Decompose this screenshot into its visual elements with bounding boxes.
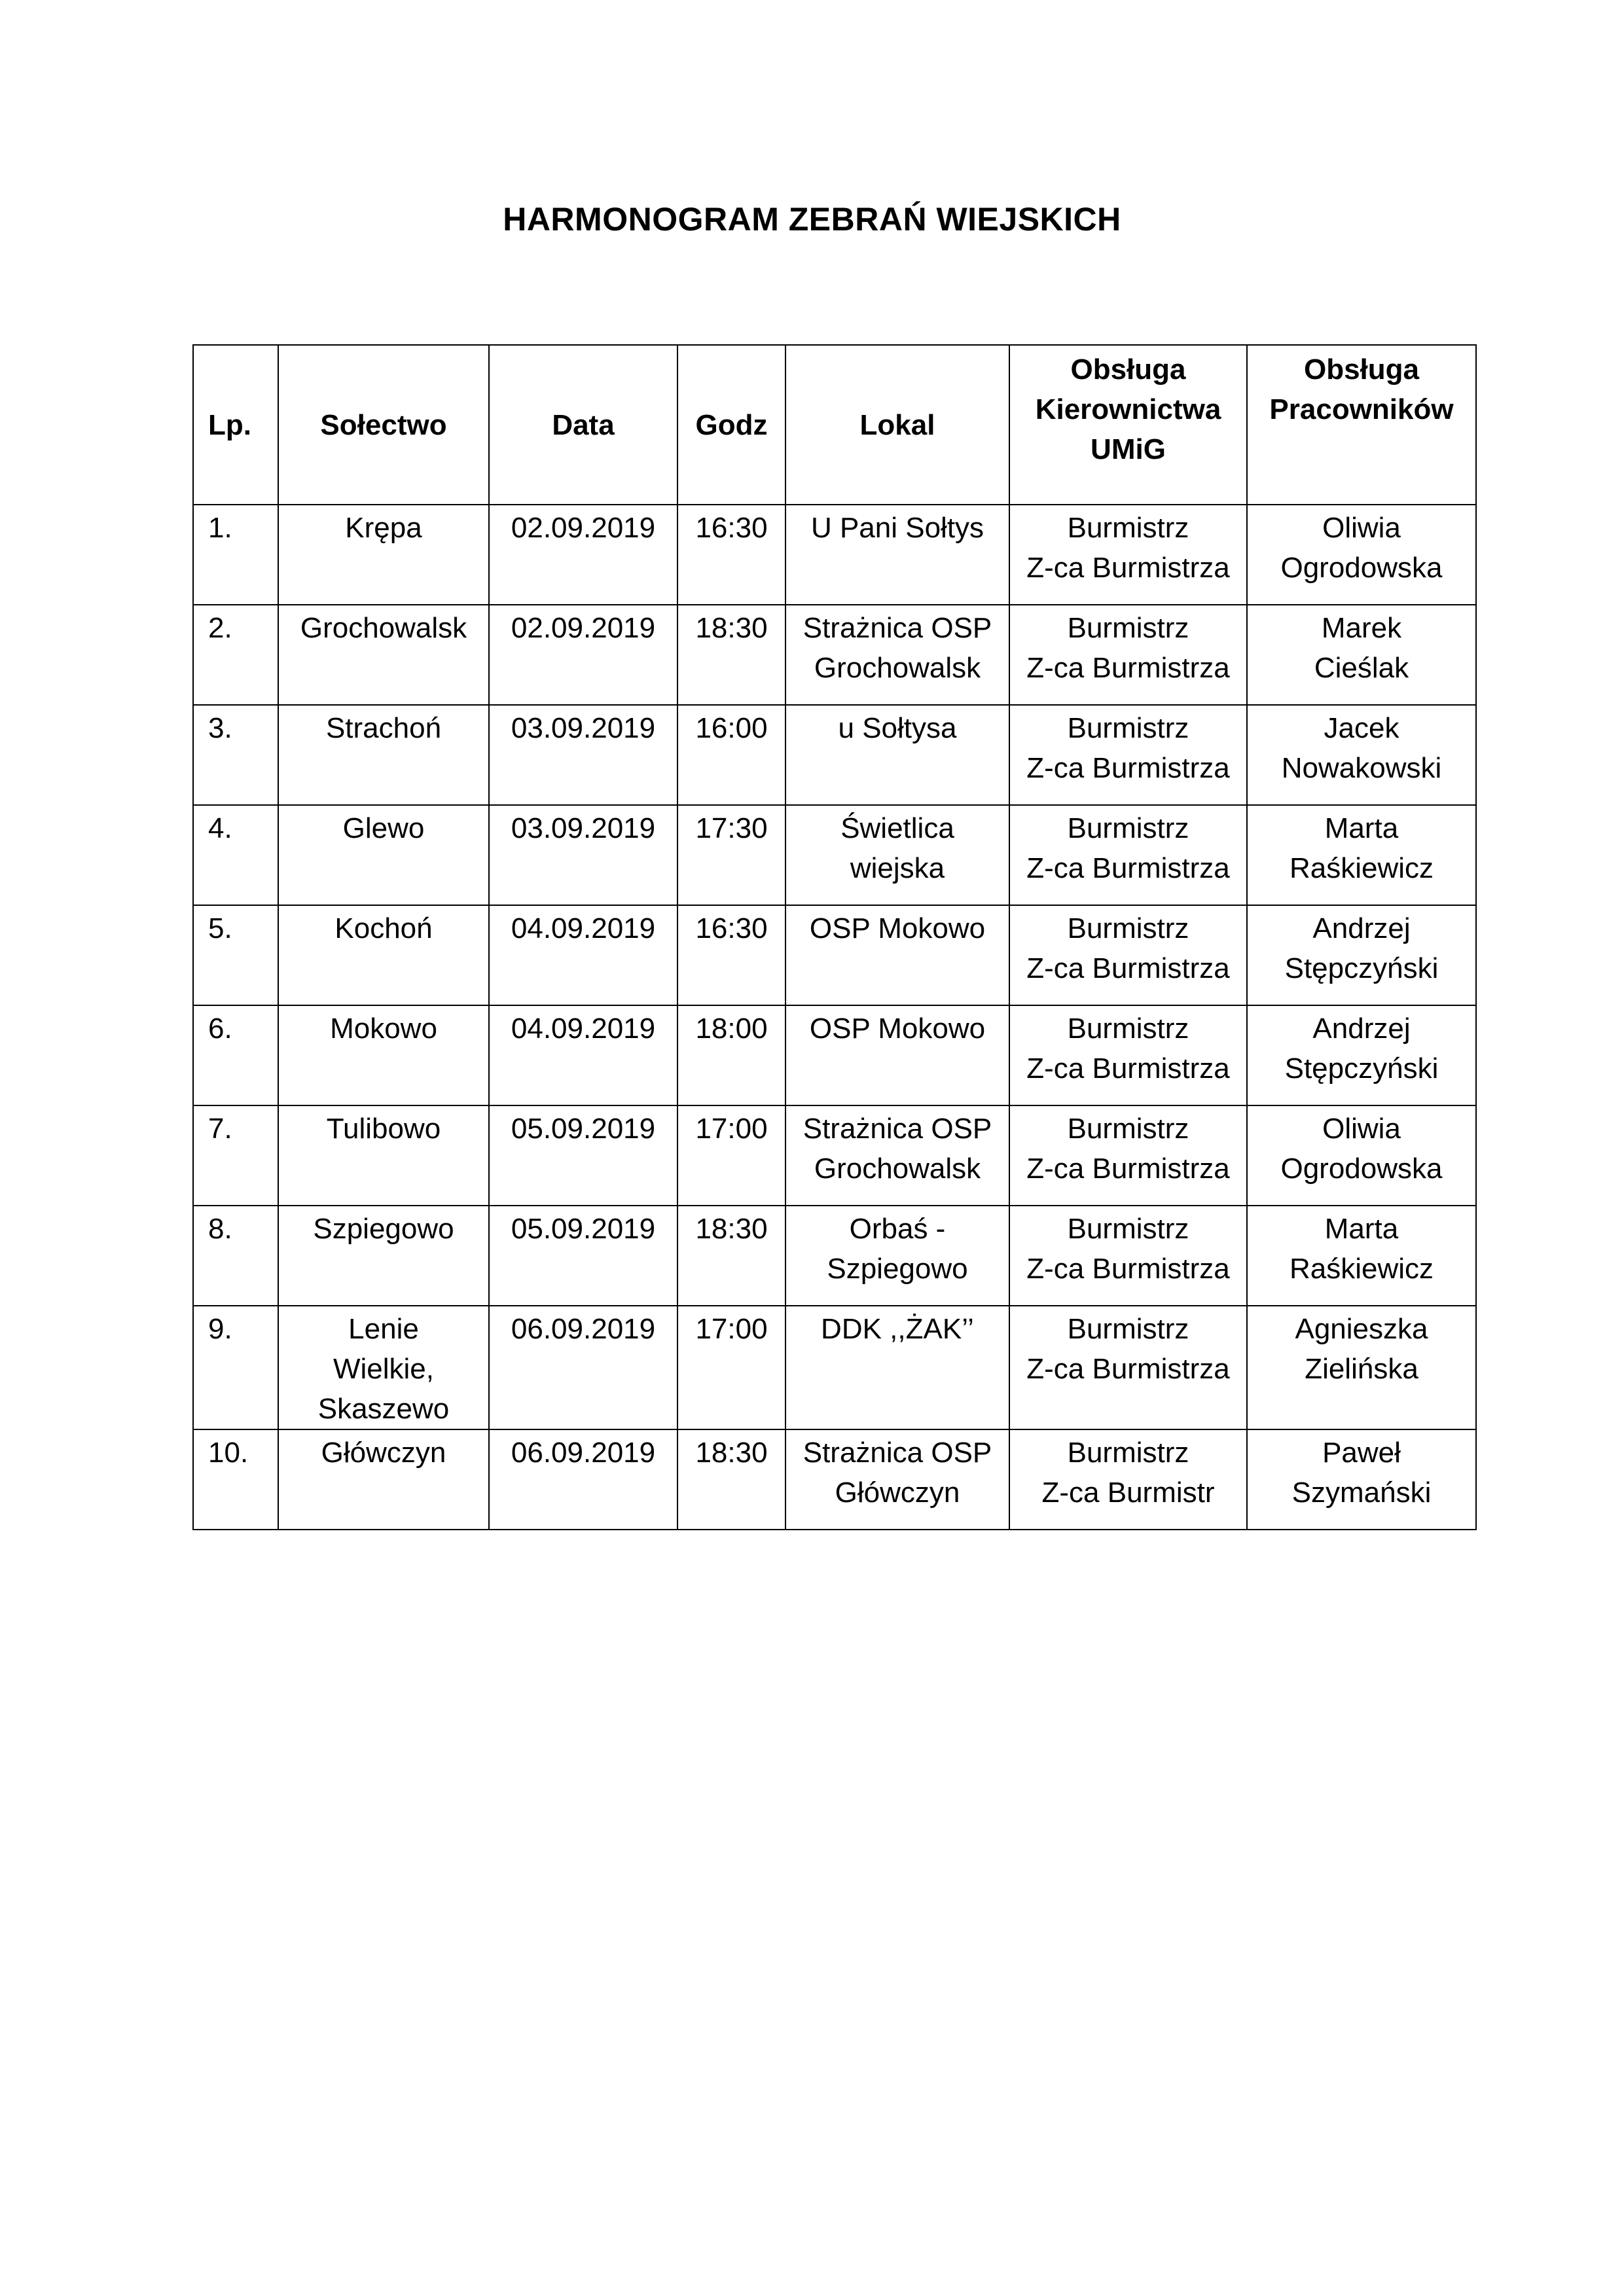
cell-solectwo-line: Strachoń bbox=[325, 712, 442, 744]
cell-pracownicy-line: Andrzej bbox=[1312, 1013, 1411, 1045]
cell-pracownicy-line: Raśkiewicz bbox=[1289, 1253, 1434, 1285]
cell-lokal-line: Orbaś - bbox=[849, 1213, 946, 1245]
cell-pracownicy bbox=[1247, 1105, 1476, 1206]
cell-lokal-line: wiejska bbox=[850, 852, 945, 884]
table-row bbox=[193, 1005, 1476, 1105]
cell-data: 05.09.2019 bbox=[489, 1105, 677, 1206]
cell-kierownictwo-line: Burmistrz bbox=[1067, 712, 1189, 744]
cell-solectwo bbox=[278, 705, 489, 805]
cell-solectwo bbox=[278, 1306, 489, 1429]
cell-godz: 18:30 bbox=[677, 1206, 785, 1306]
cell-kierownictwo-line: Burmistrz bbox=[1067, 1113, 1189, 1145]
header-pracownicy-line: Obsługa bbox=[1303, 353, 1420, 386]
cell-lokal-line: Grochowalsk bbox=[814, 1153, 981, 1185]
cell-godz: 18:00 bbox=[677, 1005, 785, 1105]
cell-pracownicy-line: Raśkiewicz bbox=[1289, 852, 1434, 884]
page-title: HARMONOGRAM ZEBRAŃ WIEJSKICH bbox=[503, 201, 1121, 238]
header-kierownictwo-line: Obsługa bbox=[1070, 353, 1186, 386]
cell-pracownicy-line: Stępczyński bbox=[1284, 1052, 1439, 1085]
cell-pracownicy bbox=[1247, 1306, 1476, 1429]
cell-lokal bbox=[785, 1206, 1009, 1306]
header-kierownictwo bbox=[1009, 345, 1247, 505]
cell-kierownictwo-line: Burmistrz bbox=[1067, 512, 1189, 544]
header-solectwo: Sołectwo bbox=[278, 345, 489, 505]
cell-kierownictwo-line: Burmistrz bbox=[1067, 912, 1189, 944]
cell-solectwo-line: Grochowalsk bbox=[300, 612, 467, 644]
cell-solectwo bbox=[278, 1206, 489, 1306]
table-row bbox=[193, 1429, 1476, 1530]
cell-lokal-line: OSP Mokowo bbox=[809, 912, 986, 944]
cell-lokal bbox=[785, 505, 1009, 605]
cell-pracownicy bbox=[1247, 605, 1476, 705]
table-row bbox=[193, 605, 1476, 705]
cell-solectwo bbox=[278, 1005, 489, 1105]
header-kierownictwo-line: Kierownictwa bbox=[1035, 393, 1221, 425]
schedule-table bbox=[192, 344, 1477, 1530]
cell-kierownictwo bbox=[1009, 1306, 1247, 1429]
cell-solectwo-line: Szpiegowo bbox=[313, 1213, 454, 1245]
cell-data: 02.09.2019 bbox=[489, 505, 677, 605]
cell-solectwo-line: Tulibowo bbox=[326, 1113, 441, 1145]
cell-pracownicy bbox=[1247, 705, 1476, 805]
cell-lp: 6. bbox=[193, 1005, 278, 1105]
cell-data: 05.09.2019 bbox=[489, 1206, 677, 1306]
cell-lokal bbox=[785, 605, 1009, 705]
cell-lokal bbox=[785, 905, 1009, 1005]
cell-pracownicy-line: Zielińska bbox=[1305, 1353, 1418, 1385]
cell-kierownictwo bbox=[1009, 805, 1247, 905]
cell-pracownicy-line: Marek bbox=[1321, 612, 1402, 644]
cell-lp: 3. bbox=[193, 705, 278, 805]
cell-solectwo bbox=[278, 605, 489, 705]
cell-godz: 17:00 bbox=[677, 1105, 785, 1206]
cell-pracownicy-line: Oliwia bbox=[1322, 512, 1401, 544]
cell-kierownictwo-line: Z-ca Burmistrza bbox=[1026, 952, 1230, 984]
cell-pracownicy bbox=[1247, 1005, 1476, 1105]
cell-pracownicy-line: Agnieszka bbox=[1295, 1313, 1428, 1345]
cell-godz: 16:30 bbox=[677, 505, 785, 605]
cell-godz: 16:30 bbox=[677, 905, 785, 1005]
cell-solectwo-line: Krępa bbox=[345, 512, 422, 544]
cell-kierownictwo bbox=[1009, 905, 1247, 1005]
cell-kierownictwo-line: Z-ca Burmistrza bbox=[1026, 1052, 1230, 1085]
cell-data: 02.09.2019 bbox=[489, 605, 677, 705]
cell-godz: 18:30 bbox=[677, 605, 785, 705]
cell-solectwo bbox=[278, 505, 489, 605]
cell-solectwo-line: Glewo bbox=[342, 812, 425, 844]
cell-solectwo-line: Kochoń bbox=[334, 912, 433, 944]
cell-kierownictwo bbox=[1009, 1005, 1247, 1105]
cell-lokal bbox=[785, 1105, 1009, 1206]
cell-data: 03.09.2019 bbox=[489, 705, 677, 805]
cell-pracownicy-line: Nowakowski bbox=[1281, 752, 1442, 784]
header-pracownicy bbox=[1247, 345, 1476, 505]
cell-lokal-line: Świetlica bbox=[840, 812, 954, 844]
cell-lokal-line: Strażnica OSP bbox=[803, 612, 992, 644]
cell-kierownictwo-line: Burmistrz bbox=[1067, 1013, 1189, 1045]
cell-lp: 10. bbox=[193, 1429, 278, 1530]
cell-kierownictwo-line: Z-ca Burmistr bbox=[1041, 1477, 1215, 1509]
cell-lokal bbox=[785, 805, 1009, 905]
cell-pracownicy-line: Marta bbox=[1324, 1213, 1399, 1245]
table-row bbox=[193, 805, 1476, 905]
cell-lokal-line: u Sołtysa bbox=[838, 712, 957, 744]
cell-solectwo bbox=[278, 1105, 489, 1206]
cell-lp: 4. bbox=[193, 805, 278, 905]
cell-data: 06.09.2019 bbox=[489, 1306, 677, 1429]
table-row bbox=[193, 905, 1476, 1005]
table-row bbox=[193, 1105, 1476, 1206]
cell-godz: 18:30 bbox=[677, 1429, 785, 1530]
header-lokal: Lokal bbox=[785, 345, 1009, 505]
cell-data: 03.09.2019 bbox=[489, 805, 677, 905]
cell-data: 06.09.2019 bbox=[489, 1429, 677, 1530]
cell-data: 04.09.2019 bbox=[489, 1005, 677, 1105]
cell-kierownictwo-line: Z-ca Burmistrza bbox=[1026, 1153, 1230, 1185]
cell-kierownictwo-line: Burmistrz bbox=[1067, 612, 1189, 644]
cell-pracownicy-line: Oliwia bbox=[1322, 1113, 1401, 1145]
header-lp: Lp. bbox=[193, 345, 278, 505]
cell-pracownicy-line: Szymański bbox=[1291, 1477, 1432, 1509]
cell-kierownictwo-line: Z-ca Burmistrza bbox=[1026, 852, 1230, 884]
cell-solectwo-line: Wielkie, bbox=[333, 1353, 435, 1385]
cell-kierownictwo-line: Z-ca Burmistrza bbox=[1026, 652, 1230, 684]
cell-lp: 8. bbox=[193, 1206, 278, 1306]
cell-lokal-line: DDK ,,ŻAK’’ bbox=[821, 1313, 974, 1345]
cell-pracownicy bbox=[1247, 905, 1476, 1005]
cell-lokal bbox=[785, 1005, 1009, 1105]
cell-godz: 17:00 bbox=[677, 1306, 785, 1429]
cell-solectwo-line: Mokowo bbox=[330, 1013, 437, 1045]
cell-lokal bbox=[785, 1306, 1009, 1429]
cell-lp: 5. bbox=[193, 905, 278, 1005]
header-godz: Godz bbox=[677, 345, 785, 505]
cell-pracownicy-line: Ogrodowska bbox=[1280, 1153, 1443, 1185]
cell-pracownicy-line: Paweł bbox=[1322, 1437, 1401, 1469]
cell-solectwo-line: Skaszewo bbox=[317, 1393, 450, 1425]
cell-lokal-line: Szpiegowo bbox=[827, 1253, 968, 1285]
cell-kierownictwo-line: Z-ca Burmistrza bbox=[1026, 1253, 1230, 1285]
cell-kierownictwo-line: Burmistrz bbox=[1067, 1313, 1189, 1345]
cell-kierownictwo-line: Z-ca Burmistrza bbox=[1026, 552, 1230, 584]
cell-pracownicy bbox=[1247, 505, 1476, 605]
header-data: Data bbox=[489, 345, 677, 505]
cell-lokal-line: Główczyn bbox=[835, 1477, 960, 1509]
cell-solectwo bbox=[278, 905, 489, 1005]
cell-godz: 17:30 bbox=[677, 805, 785, 905]
cell-lokal-line: Grochowalsk bbox=[814, 652, 981, 684]
cell-lp: 2. bbox=[193, 605, 278, 705]
cell-pracownicy-line: Andrzej bbox=[1312, 912, 1411, 944]
cell-pracownicy-line: Cieślak bbox=[1314, 652, 1409, 684]
cell-godz: 16:00 bbox=[677, 705, 785, 805]
cell-lp: 9. bbox=[193, 1306, 278, 1429]
cell-lokal-line: OSP Mokowo bbox=[809, 1013, 986, 1045]
cell-pracownicy-line: Stępczyński bbox=[1284, 952, 1439, 984]
cell-data: 04.09.2019 bbox=[489, 905, 677, 1005]
cell-pracownicy bbox=[1247, 1429, 1476, 1530]
cell-kierownictwo bbox=[1009, 1206, 1247, 1306]
cell-kierownictwo-line: Z-ca Burmistrza bbox=[1026, 1353, 1230, 1385]
header-kierownictwo-line: UMiG bbox=[1091, 433, 1166, 465]
table-row bbox=[193, 1206, 1476, 1306]
cell-solectwo-line: Lenie bbox=[348, 1313, 419, 1345]
cell-solectwo bbox=[278, 805, 489, 905]
table-row bbox=[193, 505, 1476, 605]
cell-lp: 1. bbox=[193, 505, 278, 605]
table-row bbox=[193, 1306, 1476, 1429]
cell-lokal-line: Strażnica OSP bbox=[803, 1113, 992, 1145]
cell-kierownictwo-line: Burmistrz bbox=[1067, 1437, 1189, 1469]
cell-lp: 7. bbox=[193, 1105, 278, 1206]
schedule-body bbox=[193, 505, 1476, 1530]
cell-lokal bbox=[785, 1429, 1009, 1530]
cell-kierownictwo bbox=[1009, 705, 1247, 805]
cell-kierownictwo bbox=[1009, 605, 1247, 705]
cell-kierownictwo bbox=[1009, 505, 1247, 605]
cell-pracownicy bbox=[1247, 1206, 1476, 1306]
cell-kierownictwo bbox=[1009, 1105, 1247, 1206]
table-header-row bbox=[193, 345, 1476, 505]
header-pracownicy-line: Pracowników bbox=[1269, 393, 1454, 425]
cell-pracownicy bbox=[1247, 805, 1476, 905]
cell-kierownictwo-line: Z-ca Burmistrza bbox=[1026, 752, 1230, 784]
table-row bbox=[193, 705, 1476, 805]
cell-lokal bbox=[785, 705, 1009, 805]
cell-lokal-line: Strażnica OSP bbox=[803, 1437, 992, 1469]
cell-kierownictwo-line: Burmistrz bbox=[1067, 812, 1189, 844]
cell-solectwo bbox=[278, 1429, 489, 1530]
cell-pracownicy-line: Marta bbox=[1324, 812, 1399, 844]
cell-pracownicy-line: Jacek bbox=[1324, 712, 1399, 744]
cell-kierownictwo bbox=[1009, 1429, 1247, 1530]
cell-solectwo-line: Główczyn bbox=[321, 1437, 446, 1469]
cell-pracownicy-line: Ogrodowska bbox=[1280, 552, 1443, 584]
cell-kierownictwo-line: Burmistrz bbox=[1067, 1213, 1189, 1245]
cell-lokal-line: U Pani Sołtys bbox=[810, 512, 984, 544]
